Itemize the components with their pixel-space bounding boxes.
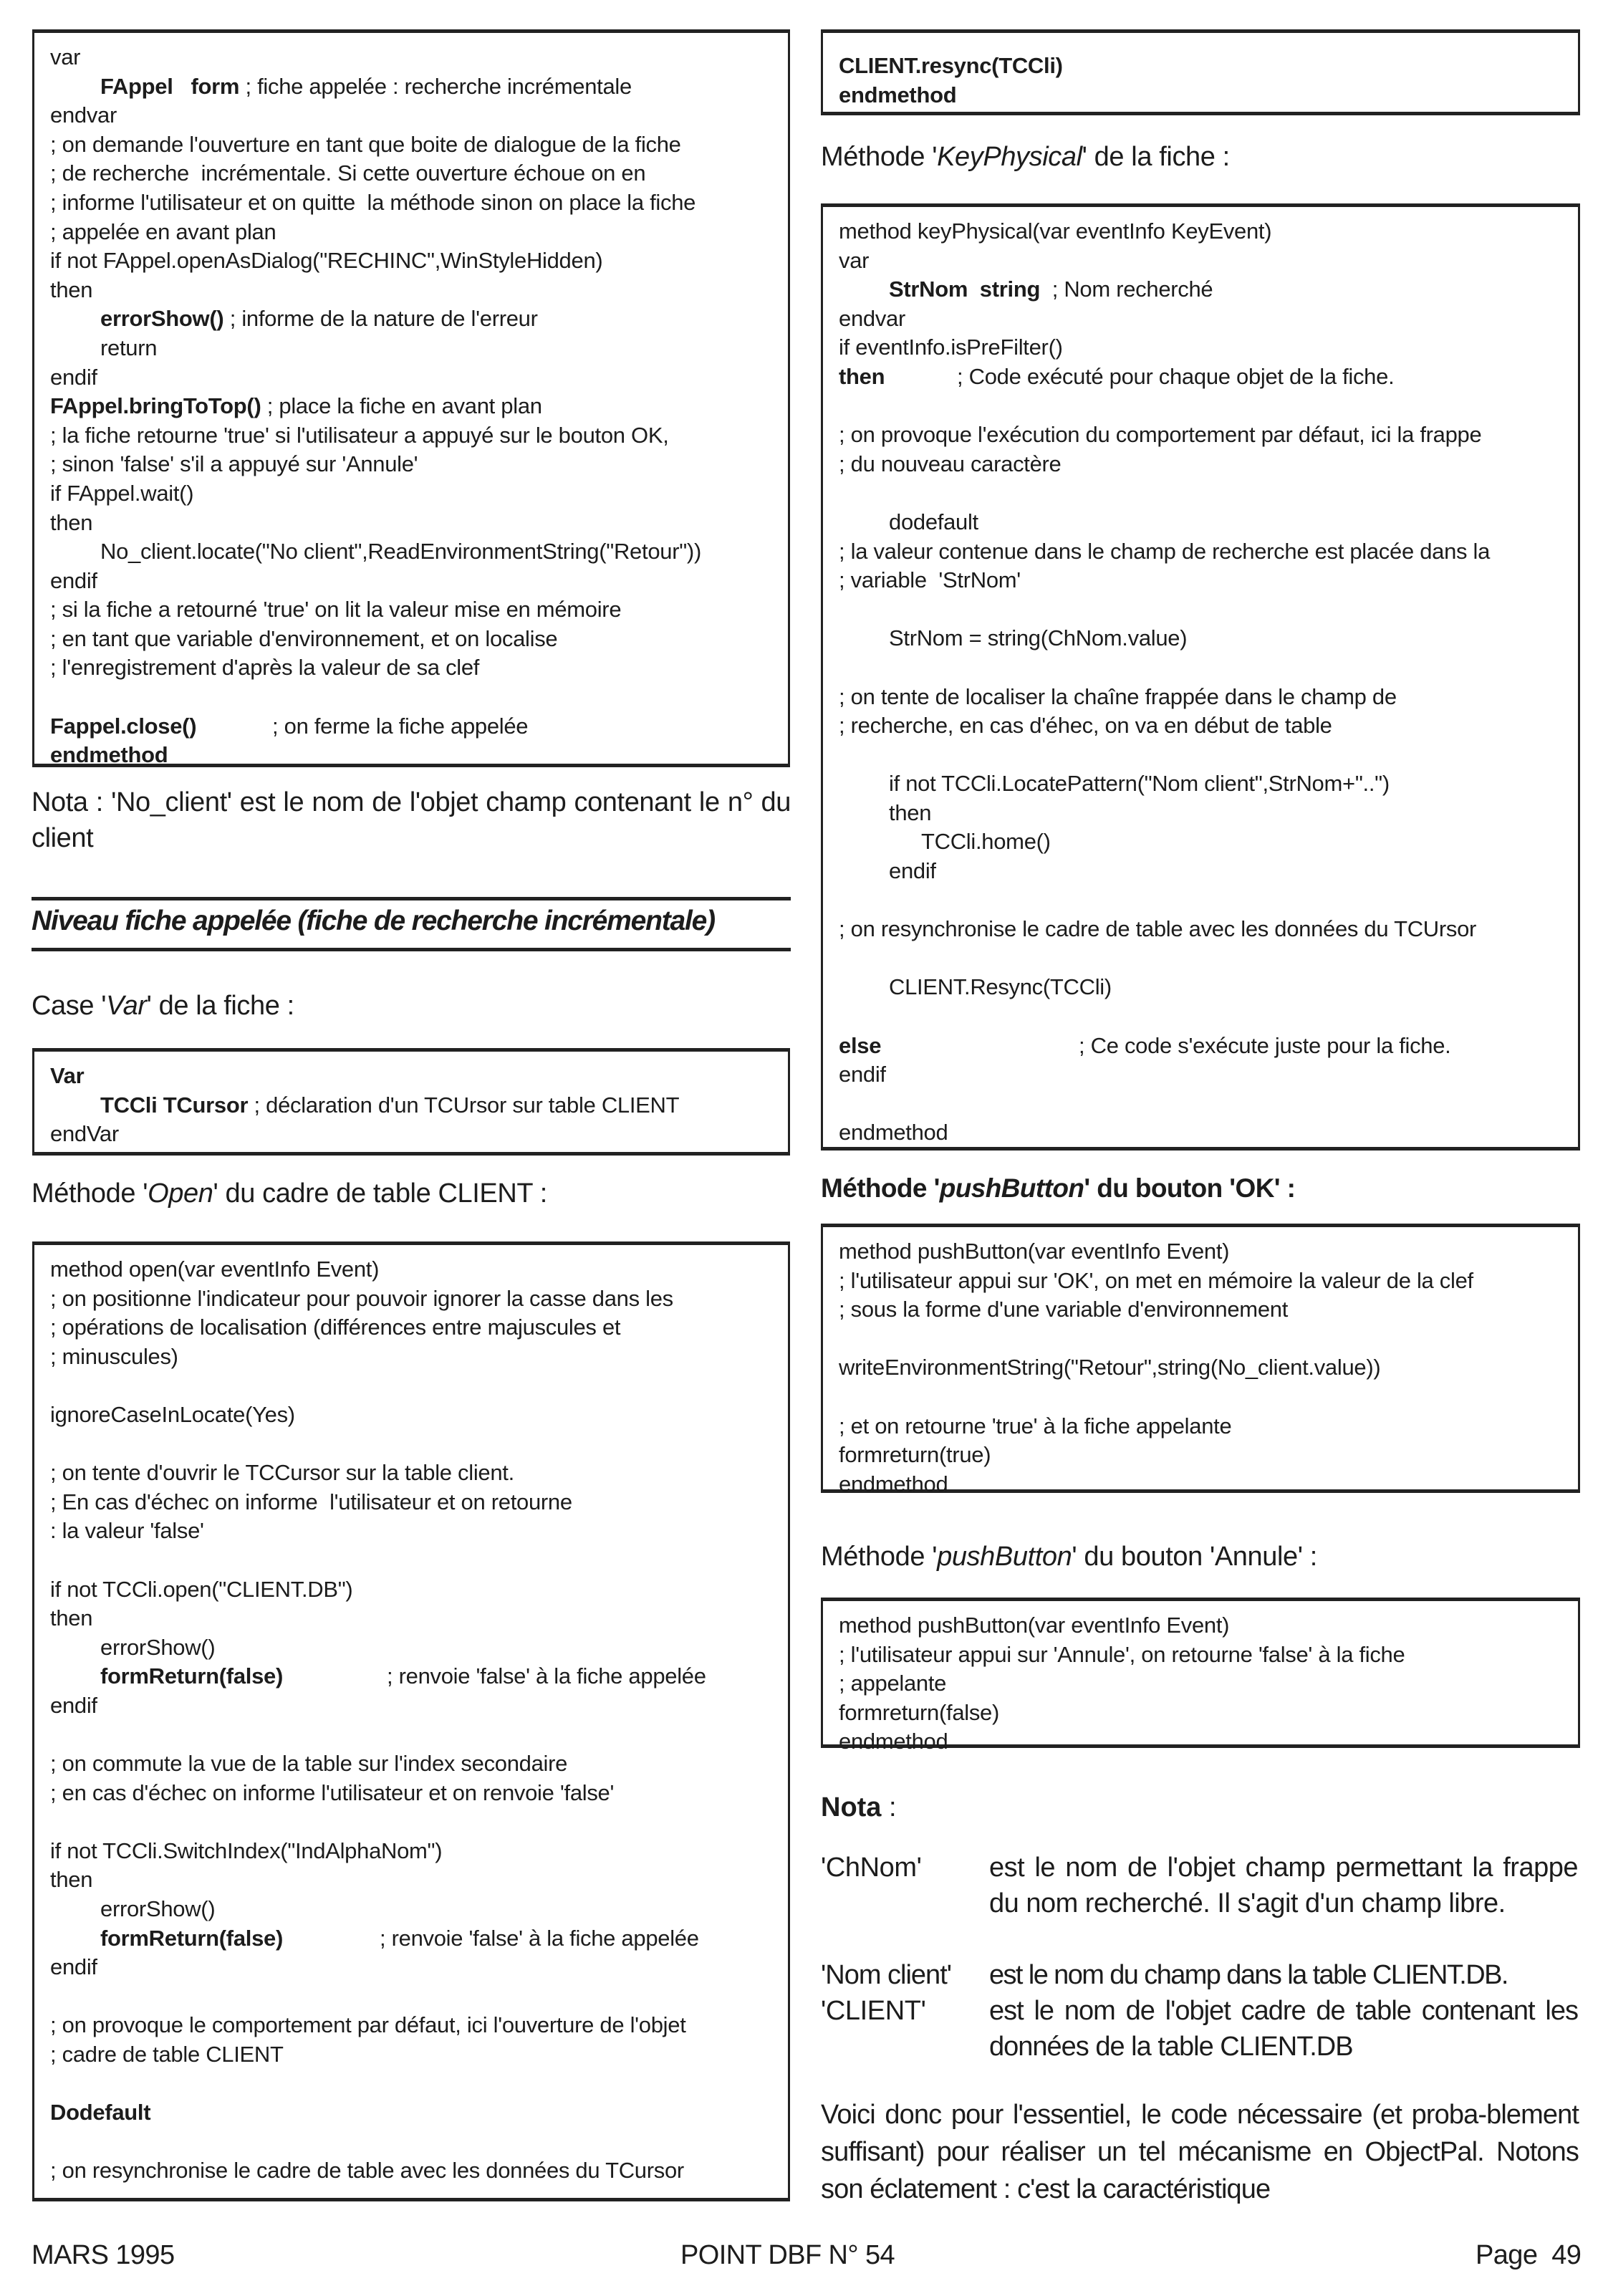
code-line	[50, 276, 788, 305]
code-text: ; si la fiche a retourné 'true' on lit la valeur mise en mémoire	[50, 597, 622, 623]
code-line	[50, 1091, 788, 1120]
code-text: errorShow()	[100, 1634, 216, 1660]
heading-text: Méthode '	[821, 1542, 938, 1572]
code-line	[50, 1749, 788, 1779]
code-keyword: endmethod	[50, 742, 168, 768]
code-line	[50, 334, 788, 363]
code-line	[50, 101, 788, 130]
code-text: method open(var eventInfo Event)	[50, 1257, 380, 1282]
code-block	[50, 1255, 788, 2186]
code-line	[50, 712, 788, 741]
code-line	[50, 188, 788, 218]
code-text: writeEnvironmentString("Retour",string(No_client.value))	[839, 1355, 1381, 1380]
code-line	[839, 1267, 1578, 1296]
var-heading	[32, 991, 294, 1022]
code-keyword: TCCli TCursor	[100, 1092, 249, 1118]
code-line	[50, 1120, 788, 1149]
code-text: ; informe l'utilisateur et on quitte la méthode sinon on place la fiche	[50, 189, 696, 215]
code-text: endif	[50, 364, 97, 390]
code-text	[84, 1063, 90, 1088]
keyphysical-heading	[821, 142, 1230, 173]
code-line	[50, 1633, 788, 1663]
code-text: ; on demande l'ouverture en tant que boite de dialogue de la fiche	[50, 131, 681, 157]
code-text	[168, 742, 173, 767]
code-text: endif	[839, 1062, 886, 1087]
code-text: ; la valeur contenue dans le champ de recherche est placée dans la	[839, 538, 1491, 564]
code-line	[839, 333, 1578, 362]
code-text: endvar	[839, 305, 905, 331]
heading-text: ' du cadre de table CLIENT :	[213, 1178, 547, 1209]
annule-heading	[821, 1542, 1317, 1572]
code-line	[50, 1342, 788, 1372]
nota-term-nom-client: 'Nom client'	[821, 1960, 952, 1990]
code-line	[839, 1641, 1578, 1670]
code-text: ; En cas d'échec on informe l'utilisateur et on retourne	[50, 1489, 572, 1514]
code-line	[50, 567, 788, 596]
code-text	[839, 480, 844, 505]
nota-def-nom-client: est le nom du champ dans la table CLIENT.DB.	[989, 1960, 1508, 1990]
code-text: ; sinon 'false' s'il a appuyé sur 'Annule'	[50, 451, 418, 477]
code-line	[50, 653, 788, 683]
code-text	[50, 1809, 56, 1834]
code-line	[839, 362, 1578, 392]
code-line	[839, 275, 1578, 304]
heading-text: Méthode '	[821, 142, 938, 172]
code-line	[50, 1953, 788, 1982]
code-text: ; variable 'StrNom'	[839, 567, 1021, 593]
code-line	[839, 595, 1578, 625]
code-line	[839, 217, 1578, 246]
code-text	[839, 393, 844, 418]
code-text: ; place la fiche en avant plan	[261, 393, 542, 419]
code-line	[839, 1060, 1578, 1090]
code-text: if not TCCli.LocatePattern("Nom client",StrNom+"..")	[889, 771, 1390, 797]
code-text: ; du nouveau caractère	[839, 451, 1062, 476]
code-keyword: CLIENT.resync(TCCli)	[839, 53, 1063, 78]
code-line	[839, 973, 1578, 1002]
code-line	[50, 421, 788, 451]
code-text: if not TCCli.SwitchIndex("IndAlphaNom")	[50, 1838, 443, 1863]
code-text	[839, 888, 844, 913]
heading-italic: pushButton	[939, 1173, 1084, 1203]
code-text: endif	[50, 567, 97, 593]
section-rule-bottom	[32, 948, 791, 951]
code-line	[50, 1546, 788, 1575]
code-text: then	[50, 509, 93, 535]
code-text: ; Ce code s'exécute juste pour la fiche.	[1079, 1032, 1451, 1058]
code-line	[839, 392, 1578, 421]
code-line	[839, 1002, 1578, 1032]
code-text: endif	[50, 1692, 97, 1718]
code-block	[839, 217, 1578, 1148]
footer-date: MARS 1995	[32, 2240, 175, 2270]
code-text	[839, 655, 844, 680]
code-line	[50, 683, 788, 712]
nota-colon: :	[881, 1792, 897, 1822]
nota-no-client: Nota : 'No_client' est le nom de l'objet champ contenant le n° du client	[32, 787, 791, 853]
code-text	[839, 597, 844, 622]
code-text: ; on resynchronise le cadre de table avec les données du TCursor	[50, 2158, 684, 2184]
code-line	[839, 711, 1578, 741]
code-text: ; fiche appelée : recherche incrémentale	[239, 73, 632, 99]
open-heading	[32, 1178, 547, 1209]
code-line	[50, 1517, 788, 1546]
code-block	[839, 1611, 1578, 1757]
code-line	[50, 1062, 788, 1091]
code-text: StrNom = string(ChNom.value)	[889, 625, 1188, 651]
code-line	[50, 1982, 788, 2012]
code-line	[50, 72, 788, 102]
section-title: Niveau fiche appelée (fiche de recherche incrémentale)	[32, 906, 715, 936]
code-text: ; renvoie 'false' à la fiche appelée	[387, 1663, 706, 1689]
code-line	[839, 1727, 1578, 1757]
code-text: ; Code exécuté pour chaque objet de la fiche.	[957, 363, 1395, 389]
code-keyword: else	[839, 1032, 882, 1058]
code-line	[50, 1924, 788, 1954]
nota-def-client: est le nom de l'objet cadre de table contenant les données de la table CLIENT.DB	[989, 1996, 1578, 2062]
code-line	[50, 479, 788, 509]
code-text: endif	[889, 858, 936, 884]
code-line	[50, 246, 788, 276]
heading-text: Méthode '	[32, 1178, 148, 1209]
code-text: formreturn(true)	[839, 1442, 991, 1468]
code-line	[50, 2011, 788, 2040]
heading-text: Case '	[32, 991, 107, 1021]
code-text: endif	[50, 1954, 97, 1980]
code-box-resync	[821, 29, 1580, 115]
code-line	[50, 595, 788, 625]
code-block	[839, 1237, 1578, 1499]
code-text: formreturn(false)	[839, 1699, 1000, 1725]
code-text: method pushButton(var eventInfo Event)	[839, 1239, 1230, 1264]
code-block	[839, 52, 1578, 110]
code-line	[839, 1237, 1578, 1267]
code-text: then	[50, 1605, 93, 1631]
code-text: ; on positionne l'indicateur pour pouvoir ignorer la casse dans les	[50, 1285, 673, 1311]
code-text: var	[839, 247, 870, 273]
footer-page-number: Page 49	[1476, 2240, 1582, 2270]
code-line	[839, 1353, 1578, 1383]
code-text: CLIENT.Resync(TCCli)	[889, 974, 1112, 1000]
code-box-keyphysical	[821, 203, 1580, 1151]
code-line	[839, 1412, 1578, 1441]
nota-term-chnom: 'ChNom'	[821, 1853, 922, 1883]
code-text: ; en cas d'échec on informe l'utilisateur et on renvoie 'false'	[50, 1779, 615, 1805]
code-text	[956, 82, 962, 107]
code-text: ; on provoque le comportement par défaut, ici l'ouverture de l'objet	[50, 2012, 686, 2038]
code-text: ; l'utilisateur appui sur 'Annule', on retourne 'false' à la fiche	[839, 1641, 1405, 1667]
code-text: if eventInfo.isPreFilter()	[839, 335, 1063, 360]
code-line	[50, 1807, 788, 1837]
code-text: if FAppel.wait()	[50, 480, 194, 506]
code-line	[839, 1611, 1578, 1641]
code-line	[50, 130, 788, 160]
code-line	[50, 1430, 788, 1459]
code-box-appel-method	[32, 29, 790, 767]
code-line	[50, 1459, 788, 1488]
heading-italic: Open	[148, 1178, 213, 1209]
code-text	[839, 1326, 844, 1351]
code-text: ; on provoque l'exécution du comportement par défaut, ici la frappe	[839, 422, 1482, 448]
code-text: ; on ferme la fiche appelée	[272, 713, 529, 739]
code-text: endmethod	[839, 1120, 948, 1145]
code-line	[50, 1662, 788, 1691]
code-keyword: Var	[50, 1063, 85, 1088]
code-line	[839, 769, 1578, 799]
code-line	[50, 1488, 788, 1517]
code-line	[839, 653, 1578, 683]
code-keyword: Fappel.close()	[50, 713, 197, 739]
code-text: ; et on retourne 'true' à la fiche appelante	[839, 1413, 1232, 1438]
code-line	[50, 1401, 788, 1430]
code-text: ignoreCaseInLocate(Yes)	[50, 1401, 295, 1427]
code-text	[50, 2129, 56, 2154]
code-line	[50, 450, 788, 479]
code-box-annule	[821, 1598, 1580, 1754]
code-line	[50, 625, 788, 654]
heading-text: ' de la fiche :	[1082, 142, 1230, 172]
code-line	[839, 1090, 1578, 1119]
footer-publication: POINT DBF N° 54	[680, 2240, 895, 2270]
ok-heading	[821, 1173, 1295, 1204]
code-text	[839, 946, 844, 971]
code-line	[50, 509, 788, 538]
code-line	[839, 52, 1578, 81]
nota-term-client: 'CLIENT'	[821, 1996, 926, 2026]
code-text	[839, 1091, 844, 1116]
code-text	[50, 1984, 56, 2009]
code-text	[150, 2100, 156, 2125]
code-line	[839, 915, 1578, 944]
code-keyword: formReturn(false)	[100, 1663, 283, 1689]
code-text: if not TCCli.open("CLIENT.DB")	[50, 1576, 353, 1602]
code-line	[839, 1470, 1578, 1499]
code-line	[50, 1865, 788, 1895]
code-text	[839, 1004, 844, 1029]
heading-text: ' de la fiche :	[146, 991, 294, 1021]
code-line	[50, 1255, 788, 1284]
code-text: errorShow()	[100, 1896, 216, 1922]
code-text: ; opérations de localisation (différences entre majuscules et	[50, 1315, 621, 1340]
code-line	[50, 392, 788, 421]
code-keyword: FAppel.bringToTop()	[50, 393, 261, 419]
code-line	[50, 1895, 788, 1924]
code-line	[50, 2128, 788, 2157]
code-line	[839, 479, 1578, 508]
code-text: ; on commute la vue de la table sur l'index secondaire	[50, 1751, 568, 1777]
code-text: ; l'enregistrement d'après la valeur de sa clef	[50, 655, 480, 681]
code-text: then	[50, 1867, 93, 1893]
code-line	[50, 2098, 788, 2128]
code-line	[839, 537, 1578, 567]
code-text	[839, 1384, 844, 1409]
code-line	[50, 1313, 788, 1342]
code-text: ; on tente d'ouvrir le TCCursor sur la table client.	[50, 1460, 514, 1486]
code-line	[839, 246, 1578, 276]
code-text: ; recherche, en cas d'éhec, on va en début de table	[839, 713, 1332, 739]
code-text: endmethod	[839, 1471, 948, 1497]
code-text: method keyPhysical(var eventInfo KeyEvent)	[839, 218, 1272, 244]
code-text: ; la fiche retourne 'true' si l'utilisateur a appuyé sur le bouton OK,	[50, 422, 669, 448]
code-text: ; on tente de localiser la chaîne frappée dans le champ de	[839, 683, 1397, 709]
code-line	[839, 624, 1578, 653]
code-line	[839, 827, 1578, 857]
code-line	[50, 159, 788, 188]
code-text	[50, 1373, 56, 1398]
code-line	[50, 2156, 788, 2186]
heading-italic: KeyPhysical	[937, 142, 1082, 172]
code-text	[50, 1431, 56, 1456]
code-line	[839, 421, 1578, 450]
code-keyword: endmethod	[839, 82, 957, 107]
code-line	[839, 1441, 1578, 1470]
code-line	[839, 944, 1578, 974]
code-line	[839, 741, 1578, 770]
code-text: ; l'utilisateur appui sur 'OK', on met en mémoire la valeur de la clef	[839, 1267, 1473, 1293]
code-line	[50, 1604, 788, 1633]
code-keyword: FAppel form	[100, 73, 240, 99]
code-text	[1063, 53, 1069, 78]
heading-text: Méthode '	[821, 1173, 940, 1203]
code-line	[50, 1371, 788, 1401]
code-text: method pushButton(var eventInfo Event)	[839, 1613, 1230, 1638]
nota-def-chnom: est le nom de l'objet champ permettant la frappe du nom recherché. Il s'agit d'un champ libre.	[989, 1853, 1578, 1918]
code-line	[839, 886, 1578, 916]
code-text: endmethod	[839, 1729, 948, 1754]
code-line	[839, 1295, 1578, 1325]
code-line	[839, 508, 1578, 537]
code-text: then	[50, 277, 93, 302]
code-line	[50, 1691, 788, 1721]
section-rule-top	[32, 897, 791, 900]
code-text: ; déclaration d'un TCUrsor sur table CLIENT	[248, 1092, 680, 1118]
code-box-var	[32, 1048, 790, 1156]
code-line	[50, 1284, 788, 1314]
code-line	[50, 1721, 788, 1750]
code-text: if not FAppel.openAsDialog("RECHINC",WinStyleHidden)	[50, 248, 603, 274]
code-line	[50, 2040, 788, 2070]
code-line	[50, 741, 788, 770]
code-line	[839, 683, 1578, 712]
code-text	[50, 1722, 56, 1747]
code-text: then	[889, 799, 932, 825]
code-line	[50, 304, 788, 334]
code-text	[50, 2071, 56, 2096]
code-text: ; en tant que variable d'environnement, et on localise	[50, 625, 558, 651]
code-text: ; Nom recherché	[1040, 277, 1213, 302]
code-text: ; appelante	[839, 1671, 947, 1696]
code-line	[839, 1383, 1578, 1412]
code-text: var	[50, 44, 81, 69]
code-text: endvar	[50, 102, 117, 128]
code-keyword: then	[839, 363, 885, 389]
code-text: endVar	[50, 1121, 119, 1147]
heading-text: ' du bouton 'Annule' :	[1072, 1542, 1317, 1572]
code-line	[839, 1669, 1578, 1699]
code-line	[50, 2070, 788, 2099]
code-line	[839, 450, 1578, 479]
heading-italic: Var	[106, 991, 147, 1021]
code-line	[839, 81, 1578, 110]
code-text: ; minuscules)	[50, 1343, 178, 1369]
code-box-open	[32, 1241, 790, 2201]
heading-italic: pushButton	[937, 1542, 1072, 1572]
code-box-ok	[821, 1224, 1580, 1497]
code-line	[50, 1779, 788, 1808]
code-text	[50, 684, 56, 709]
code-text	[50, 1547, 56, 1572]
code-block	[50, 43, 788, 770]
code-line	[50, 1837, 788, 1866]
code-text: No_client.locate("No client",ReadEnvironmentString("Retour"))	[100, 539, 701, 565]
code-text: return	[100, 335, 158, 360]
code-line	[50, 1575, 788, 1605]
code-line	[50, 363, 788, 393]
code-line	[50, 537, 788, 567]
code-text: ; informe de la nature de l'erreur	[223, 306, 538, 332]
code-text: ; cadre de table CLIENT	[50, 2042, 284, 2067]
code-keyword: errorShow()	[100, 306, 224, 332]
code-text: ; sous la forme d'une variable d'environnement	[839, 1297, 1289, 1322]
conclusion-paragraph: Voici donc pour l'essentiel, le code nécessaire (et proba-blement suffisant) pour réaliser un tel mécanisme en ObjectPal. Notons son éclatement : c'est la caractéristique	[821, 2100, 1579, 2204]
code-line	[839, 799, 1578, 828]
code-keyword: Dodefault	[50, 2100, 151, 2126]
code-text: ; on resynchronise le cadre de table avec les données du TCUrsor	[839, 916, 1477, 942]
code-line	[50, 218, 788, 247]
code-text: ; appelée en avant plan	[50, 218, 276, 244]
nota-title	[821, 1792, 897, 1823]
code-text: ; renvoie 'false' à la fiche appelée	[380, 1925, 699, 1951]
code-line	[839, 304, 1578, 334]
code-text: dodefault	[889, 509, 978, 534]
code-block	[50, 1062, 788, 1149]
code-text	[839, 742, 844, 767]
code-text: ; de recherche incrémentale. Si cette ouverture échoue on en	[50, 160, 646, 186]
code-text: : la valeur 'false'	[50, 1518, 204, 1544]
code-line	[839, 1032, 1578, 1061]
code-line	[839, 1118, 1578, 1148]
code-line	[839, 1325, 1578, 1354]
code-keyword: StrNom string	[889, 277, 1041, 302]
heading-text: ' du bouton 'OK' :	[1084, 1173, 1296, 1203]
code-line	[50, 43, 788, 72]
code-line	[839, 566, 1578, 595]
nota-label: Nota	[821, 1792, 882, 1822]
code-line	[839, 857, 1578, 886]
code-text: TCCli.home()	[921, 829, 1051, 855]
code-keyword: formReturn(false)	[100, 1925, 283, 1951]
code-line	[839, 1699, 1578, 1728]
